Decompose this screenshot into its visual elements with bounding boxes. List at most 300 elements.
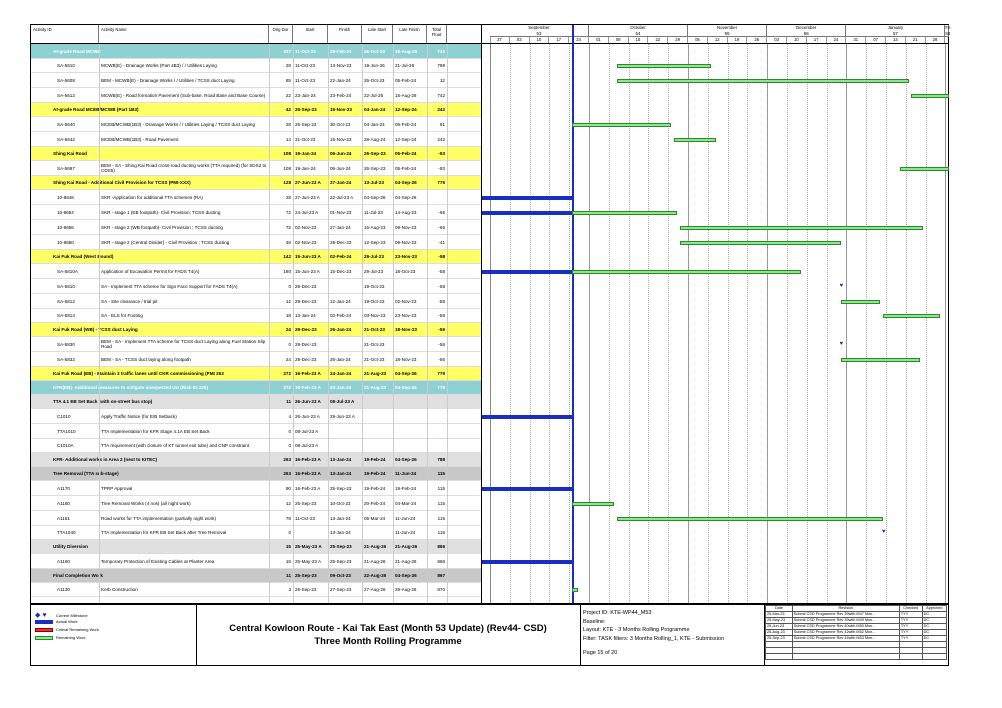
cell-dur: 72 <box>285 209 291 215</box>
cell-start: 25-Sep-23 <box>295 573 317 578</box>
cell-ls: 22-Aug-26 <box>364 573 387 578</box>
timescale-week: 27 <box>490 37 510 43</box>
col-activity-name[interactable]: Activity Name <box>99 25 269 43</box>
cell-dur: 0 <box>288 341 291 347</box>
cell-lf: 11-Jun-24 <box>395 471 417 476</box>
revision-cell <box>792 654 899 660</box>
timescale-week: 03 <box>767 37 787 43</box>
revision-cell: DC <box>922 618 946 624</box>
cell-lf: 05-Feb-24 <box>395 77 417 83</box>
week-gridline <box>926 44 927 603</box>
cell-finish: 24-Jan-24 <box>330 385 352 390</box>
cell-dur: 108 <box>283 165 291 171</box>
cell-ls: 04-Jan-24 <box>364 107 386 112</box>
cell-ls <box>362 395 395 408</box>
cell-name: Road works for TTA implementation (partially night work) <box>101 515 216 521</box>
cell-finish: 01-Nov-23 <box>330 209 352 215</box>
cell-ls: 22-Jul-26 <box>364 92 384 98</box>
title-block <box>30 604 949 666</box>
remaining-work-bar[interactable] <box>900 167 949 171</box>
cell-ls: 15-Aug-23 <box>364 224 386 230</box>
data-date-line <box>572 25 574 603</box>
month-name: Fe <box>945 25 951 30</box>
actual-work-bar[interactable] <box>482 270 572 274</box>
cell-lf: 05-Feb-24 <box>395 121 417 127</box>
cell-name: Temporary Protection of Existing Cables at Planter Area <box>101 558 215 564</box>
column-divider <box>447 44 448 603</box>
cell-tf: -65 <box>438 224 445 230</box>
cell-dur: 18 <box>285 313 291 318</box>
cell-lf: 04-Sep-26 <box>395 371 417 376</box>
cell-tf: 867 <box>437 573 445 578</box>
cell-finish: 25-Sep-23 <box>330 544 352 549</box>
filter-name: Filter: TASK filters: 3 Months Rolling_1, KTE - Submission <box>583 635 725 642</box>
timescale-week: 01 <box>589 37 609 43</box>
timescale-month <box>945 25 949 37</box>
cell-start: 02-Nov-23 <box>295 224 317 230</box>
cell-name: BEM - SA - Shing Kai Road cross-road ducting works (TTA required) (for SDS2 to CDS5) <box>101 163 267 173</box>
revision-cell: TYY <box>899 636 922 642</box>
cell-name: Shing Kai Road - Additional Civil Provision for TCSS (PMI-XXX) <box>53 180 191 185</box>
schedule-sheet <box>30 24 949 604</box>
revision-cell: Submit CSD Programme Rev 40with M50 Mon... <box>792 624 899 630</box>
cell-dur: 42 <box>285 107 291 112</box>
col-late-finish[interactable]: Late Finish <box>393 25 427 43</box>
cell-name: Tree Removal (TTA sub-stage) <box>53 471 119 476</box>
cell-name: Kai Fuk Road (WB) - TCSS duct Laying <box>53 327 138 332</box>
cell-finish: 26-Jan-24 <box>330 356 351 362</box>
cell-id: SA-5610 <box>57 63 75 68</box>
cell-dur: 4 <box>288 413 291 419</box>
cell-tf: 242 <box>437 136 445 142</box>
column-divider <box>328 44 329 603</box>
cell-id: SA-5642 <box>57 136 75 142</box>
cell-dur: 28 <box>285 194 291 200</box>
cell-ls: 04-Jan-24 <box>364 121 385 127</box>
col-activity-id[interactable]: Activity ID <box>31 25 99 43</box>
timescale-month <box>589 25 688 37</box>
cell-start: 11-Oct-23 <box>295 63 316 68</box>
cell-name: TTA 4.1 EB Set Back (with on-street bus stop) <box>53 399 153 404</box>
cell-name: BEM - SA - TCSS duct laying along footpath <box>101 356 191 362</box>
cell-finish: 27-Jan-24 <box>330 224 351 230</box>
cell-finish: 10-Oct-23 <box>330 500 351 506</box>
cell-tf: -58 <box>438 254 445 259</box>
cell-ls: 19-Feb-24 <box>364 471 386 476</box>
cell-dur: 90 <box>285 485 291 491</box>
cell-lf: 04-Sep-26 <box>395 573 417 578</box>
cell-start: 25-Sep-23 <box>295 121 317 127</box>
cell-finish: 27-Sep-23 <box>330 587 352 592</box>
cell-ls: 29-Jul-23 <box>364 268 384 274</box>
cell-finish: 06-Jun-24 <box>330 151 352 156</box>
cell-start: 16-Feb-23 A <box>295 485 321 491</box>
cell-name: MCWB(E) - Drainage Works (Part 4B3) / / Utilities Laying <box>101 63 217 68</box>
cell-start: 29-Dec-23 <box>295 283 317 289</box>
cell-lf <box>393 395 429 408</box>
revision-cell: DC <box>922 630 946 636</box>
cell-name: MCEB/MCWB(1B3) - Road Pavement <box>101 136 179 142</box>
cell-tf <box>427 439 447 452</box>
cell-ls: 21-Oct-23 <box>364 327 385 332</box>
legend-label: Current Milestone <box>56 612 88 618</box>
cell-finish: 13-Jan-24 <box>330 515 351 521</box>
cell-name: Shing Kai Road <box>53 151 87 156</box>
timescale-week: 24 <box>569 37 589 43</box>
cell-dur: 337 <box>283 48 291 54</box>
cell-ls: 26-Oct-23 <box>364 48 385 54</box>
cell-lf: 11-Jun-24 <box>395 530 416 535</box>
cell-lf: 04-Sep-26 <box>395 180 417 185</box>
cell-ls: 26-Sep-23 <box>364 151 386 156</box>
cell-start: 16-Feb-23 A <box>295 371 321 376</box>
cell-tf <box>427 395 447 408</box>
timescale-month <box>688 25 767 37</box>
cell-tf: 779 <box>437 385 445 390</box>
cell-start: 02-Nov-23 <box>295 239 317 245</box>
cell-start: 24-Jul-23 A <box>295 209 319 215</box>
remaining-work-bar[interactable] <box>572 502 614 506</box>
cell-ls: 19-Oct-23 <box>364 283 385 289</box>
revision-cell: TYY <box>899 612 922 618</box>
cell-start: 19-Jan-24 <box>295 151 317 156</box>
cell-dur: 28 <box>285 63 291 68</box>
cell-tf: 115 <box>437 485 445 491</box>
remaining-work-bar[interactable] <box>680 226 923 230</box>
remaining-work-bar[interactable] <box>680 241 841 245</box>
cell-finish: 15-Nov-23 <box>330 136 352 142</box>
cell-dur: 0 <box>288 443 291 448</box>
cell-lf: 04-Sep-26 <box>395 457 417 462</box>
timescale-week: 29 <box>668 37 688 43</box>
cell-name: SKR - stage 2 (WB footpath)- Civil Provision ; TCSS ducting <box>101 224 223 230</box>
cell-id: C1010A <box>57 443 74 448</box>
cell-start: 15-Jun-23 A <box>295 254 321 259</box>
cell-finish: 29-Jun-23 A <box>330 413 355 419</box>
cell-tf: 742 <box>437 92 445 98</box>
remaining-work-bar[interactable] <box>617 517 883 521</box>
cell-ls: 21-Aug-23 <box>364 385 387 390</box>
remaining-work-bar[interactable] <box>841 358 920 362</box>
milestone-marker[interactable]: ♥ <box>881 529 886 535</box>
actual-work-bar[interactable] <box>482 196 572 200</box>
col-finish[interactable]: Finish <box>328 25 362 43</box>
milestone-marker[interactable]: ♥ <box>839 340 844 347</box>
actual-work-bar[interactable] <box>482 415 572 419</box>
column-divider <box>362 44 363 603</box>
revision-cell: 25-Sep-23 <box>766 636 793 642</box>
cell-start: 13-Jan-24 <box>295 313 316 318</box>
layout-name: Layout: KTE - 3 Months Rolling Programme <box>583 627 690 633</box>
revision-cell <box>766 654 793 660</box>
cell-ls: 28-Aug-24 <box>364 136 386 142</box>
cell-ls: 03-Nov-23 <box>364 313 386 318</box>
cell-finish: 09-Oct-23 <box>330 573 351 578</box>
cell-finish: 23-Feb-24 <box>330 92 352 98</box>
cell-name: MCEB/MCWB(1B3) - Drainage Works / / Utilities Laying / TCSS duct Laying <box>101 121 256 127</box>
revision-cell: DC <box>922 636 946 642</box>
cell-dur: 22 <box>285 92 291 98</box>
cell-ls: 21-Aug-26 <box>364 544 387 549</box>
cell-id: TTA1040 <box>57 530 76 535</box>
remaining-work-bar[interactable] <box>572 123 671 127</box>
week-gridline <box>906 44 907 603</box>
gantt-chart <box>481 25 949 603</box>
legend-label: Remaining Work <box>56 635 86 640</box>
cell-dur: 263 <box>283 457 291 462</box>
cell-name: BEM - MCWB(E) - Drainage Works / / Utilities / TCSS duct Laying <box>101 77 235 83</box>
legend-milestone <box>35 611 88 619</box>
remaining-work-bar[interactable] <box>674 138 716 142</box>
cell-lf <box>393 337 429 351</box>
diamond-icon: ◆ ♥ <box>35 612 47 619</box>
milestone-marker[interactable]: ♥ <box>839 282 844 289</box>
remaining-work-bar[interactable] <box>911 94 949 98</box>
remaining-work-bar[interactable] <box>841 300 881 304</box>
timescale-week: 15 <box>629 37 649 43</box>
cell-ls: 21-Aug-23 <box>364 371 387 376</box>
week-gridline <box>609 44 610 603</box>
cell-tf: 115 <box>437 500 445 506</box>
cell-tf: -56 <box>438 356 445 362</box>
cell-start: 15-Jun-23 A <box>295 268 320 274</box>
cell-lf: 04-Sep-26 <box>395 194 417 200</box>
project-info-box <box>580 605 765 665</box>
cell-id: SA-5608 <box>57 77 75 83</box>
cell-name: Utility Diversion <box>53 544 88 549</box>
cell-ls: 26-Sep-23 <box>364 165 386 171</box>
timescale-week: 31 <box>846 37 866 43</box>
cell-ls: 05-Mar-24 <box>364 515 386 521</box>
project-id: Project ID: KTE-WP44_M53 <box>583 610 652 616</box>
cell-id: A1180 <box>57 500 70 506</box>
cell-finish: 22-Jul-23 A <box>330 194 354 200</box>
cell-ls: 29-Jul-23 <box>364 254 384 259</box>
legend-box <box>31 605 197 665</box>
cell-lf: 09-Nov-23 <box>395 239 417 245</box>
cell-name: SKR - stage 2 (Central Divider) - Civil Provision ; TCSS ducting <box>101 239 230 245</box>
col-start[interactable]: Start <box>293 25 328 43</box>
cell-tf: -58 <box>438 298 445 304</box>
cell-start: 19-Jan-24 <box>295 165 316 171</box>
timescale-week: 03 <box>510 37 530 43</box>
month-number: 55 <box>724 31 730 36</box>
timescale-week: 17 <box>807 37 827 43</box>
revision-table <box>765 605 947 660</box>
cell-name: MCWB(E) - Road formation Pavement (Sub-base, Road Base and Base Course) <box>101 92 266 98</box>
cell-start: 08-Jul-23 A <box>295 428 319 434</box>
week-gridline <box>886 44 887 603</box>
remaining-work-bar[interactable] <box>572 211 677 215</box>
cell-tf: 776 <box>437 180 445 185</box>
cell-lf: 09-Nov-23 <box>395 224 417 230</box>
revision-header: Approved <box>922 606 946 612</box>
cell-ls: 04-Sep-26 <box>364 194 386 200</box>
month-number: 54 <box>635 31 641 36</box>
cell-name: Tree Removal Works (4 nos) (all night work) <box>101 500 191 506</box>
cell-dur: 12 <box>285 298 291 304</box>
cell-id: SA-5832 <box>57 356 75 362</box>
cell-tf: 12 <box>439 77 445 83</box>
revision-row-empty <box>766 654 947 660</box>
cell-tf: -58 <box>438 313 445 318</box>
critical-swatch <box>35 628 53 632</box>
legend-label: Actual Work <box>56 619 78 624</box>
cell-finish: 13-Jan-24 <box>330 530 351 535</box>
cell-lf: 18-Nov-23 <box>395 327 417 332</box>
cell-start: 16-Feb-23 A <box>295 457 321 462</box>
cell-tf: -41 <box>438 239 445 245</box>
cell-name: At-grade Road MCWB <box>53 48 101 54</box>
cell-tf: -56 <box>438 327 445 332</box>
cell-dur: 85 <box>285 77 291 83</box>
cell-dur: 0 <box>288 428 291 434</box>
cell-finish: 13-Jan-24 <box>330 471 352 476</box>
cell-dur: 15 <box>285 558 291 564</box>
cell-tf: 788 <box>437 457 445 462</box>
week-gridline <box>945 44 946 603</box>
cell-ls: 21-Oct-23 <box>364 341 385 347</box>
cell-name: TTA requirement (with closure of KT tunnel exit tube) and CNP constraint <box>101 443 250 448</box>
revision-cell <box>899 654 922 660</box>
cell-lf: 15-Aug-26 <box>395 92 417 98</box>
cell-ls: 27-Aug-26 <box>364 587 386 592</box>
timescale-week: 10 <box>787 37 807 43</box>
cell-tf: -56 <box>438 341 445 347</box>
revision-cell: Submit CSD Programme Rev 44with M53 Mon... <box>792 636 899 642</box>
cell-finish <box>328 439 364 452</box>
week-gridline <box>589 44 590 603</box>
actual-work-bar[interactable] <box>482 560 572 564</box>
cell-finish: 25-Sep-23 <box>330 558 352 564</box>
cell-name: Kerb Construction <box>101 587 138 592</box>
cell-id: A1170 <box>57 485 70 491</box>
revision-cell: DC <box>922 612 946 618</box>
cell-tf <box>427 190 447 204</box>
cell-finish: 30-Oct-23 <box>330 121 351 127</box>
week-gridline <box>530 44 531 603</box>
cell-dur: 108 <box>283 151 291 156</box>
cell-start: 16-Feb-23 A <box>295 471 321 476</box>
cell-id: 10-8654 <box>57 209 74 215</box>
cell-finish: 27-Jan-24 <box>330 180 352 185</box>
cell-start: 25-Sep-23 <box>295 500 317 506</box>
timescale-week: 08 <box>609 37 629 43</box>
cell-start: 25-May-23 A <box>295 544 322 549</box>
cell-start: 29-Dec-23 <box>295 341 317 347</box>
cell-id: SA-5814 <box>57 313 75 318</box>
project-title: Central Kowloon Route - Kai Tak East (Month 53 Update) (Rev44- CSD) <box>229 623 547 634</box>
cell-lf: 23-Nov-23 <box>395 254 417 259</box>
revision-cell: DC <box>922 624 946 630</box>
month-number: 58 <box>945 31 951 36</box>
cell-name: Application of Excavation Permit for FADS T4(A) <box>101 268 200 274</box>
cell-finish <box>328 337 364 351</box>
cell-finish <box>328 424 364 438</box>
cell-name: TTA Implementation for KFR EB Set Back after Tree Removal <box>101 530 227 535</box>
cell-id: SA-5810 <box>57 283 75 289</box>
cell-tf: 870 <box>437 587 445 592</box>
cell-lf: 14-Aug-23 <box>395 209 417 215</box>
programme-title: Three Month Rolling Programme <box>314 636 462 647</box>
timescale-week: 07 <box>866 37 886 43</box>
remaining-work-bar[interactable] <box>572 270 801 274</box>
cell-tf: 799 <box>437 63 445 68</box>
cell-start: 11-Oct-23 <box>295 77 316 83</box>
cell-dur: 128 <box>283 180 291 185</box>
cell-tf: -65 <box>438 209 445 215</box>
remaining-work-bar[interactable] <box>883 314 940 318</box>
month-number: 56 <box>803 31 809 36</box>
col-total-float[interactable]: Total Float <box>427 25 447 43</box>
cell-id: 10-8660 <box>57 239 74 245</box>
legend-actual <box>35 619 78 624</box>
cell-dur: 142 <box>283 254 291 259</box>
cell-finish: 29-Dec-23 <box>330 239 352 245</box>
timescale-week: 24 <box>827 37 847 43</box>
cell-name: Final Completion Work <box>53 573 103 578</box>
cell-ls <box>362 526 395 539</box>
cell-name: Kai Fuk Road (West Bound) <box>53 254 114 259</box>
cell-lf: 11-Jun-24 <box>395 515 416 521</box>
cell-tf: 115 <box>437 515 445 521</box>
revision-cell: Submit CSD Programme Rev 39with M49 Mon... <box>792 618 899 624</box>
timescale-week: 28 <box>926 37 946 43</box>
cell-lf <box>393 424 429 438</box>
timescale-week: 21 <box>906 37 926 43</box>
timescale-week: 26 <box>747 37 767 43</box>
cell-lf: 18-Oct-23 <box>395 268 416 274</box>
column-divider <box>269 44 270 603</box>
col-late-start[interactable]: Late Start <box>362 25 393 43</box>
cell-start: 29-Dec-23 <box>295 298 317 304</box>
cell-name: At-grade Road MCEB/MCWB (Part 1B3) <box>53 107 139 112</box>
timescale-week: 22 <box>648 37 668 43</box>
col-orig-dur[interactable]: Orig Dur <box>269 25 293 43</box>
cell-start: 25-May-23 A <box>295 558 322 564</box>
cell-finish: 02-Feb-24 <box>330 254 352 259</box>
cell-finish: 25-Sep-23 <box>330 485 352 491</box>
cell-start: 26-Jun-23 A <box>295 413 320 419</box>
cell-lf: 05-Feb-24 <box>395 151 417 156</box>
remaining-work-bar[interactable] <box>617 79 908 83</box>
actual-work-bar[interactable] <box>482 487 572 491</box>
revision-header: Date <box>766 606 793 612</box>
cell-id: SA-5640 <box>57 121 75 127</box>
cell-ls <box>362 409 395 423</box>
cell-dur: 15 <box>285 544 291 549</box>
month-number: 57 <box>892 31 898 36</box>
cell-dur: 180 <box>283 268 291 274</box>
cell-name: BEM - SA - Implement TTA scheme for TCSS duct Laying along Fuel Station Slip Road <box>101 339 266 349</box>
column-divider <box>427 44 428 603</box>
remaining-work-bar[interactable] <box>617 64 710 68</box>
cell-lf: 04-Sep-26 <box>395 385 417 390</box>
cell-id: SA-5810A <box>57 268 78 274</box>
column-divider <box>99 44 100 603</box>
cell-tf: 81 <box>439 121 445 127</box>
cell-finish: 24-Jan-24 <box>330 371 352 376</box>
cell-tf: 866 <box>437 544 445 549</box>
title-box <box>196 605 581 665</box>
cell-ls <box>362 439 395 452</box>
actual-work-bar[interactable] <box>482 211 572 215</box>
cell-tf: 779 <box>437 371 445 376</box>
timescale-week: 10 <box>530 37 550 43</box>
revision-cell: TYY <box>899 618 922 624</box>
cell-tf: 742 <box>437 48 445 54</box>
remaining-work-bar[interactable] <box>572 588 578 592</box>
